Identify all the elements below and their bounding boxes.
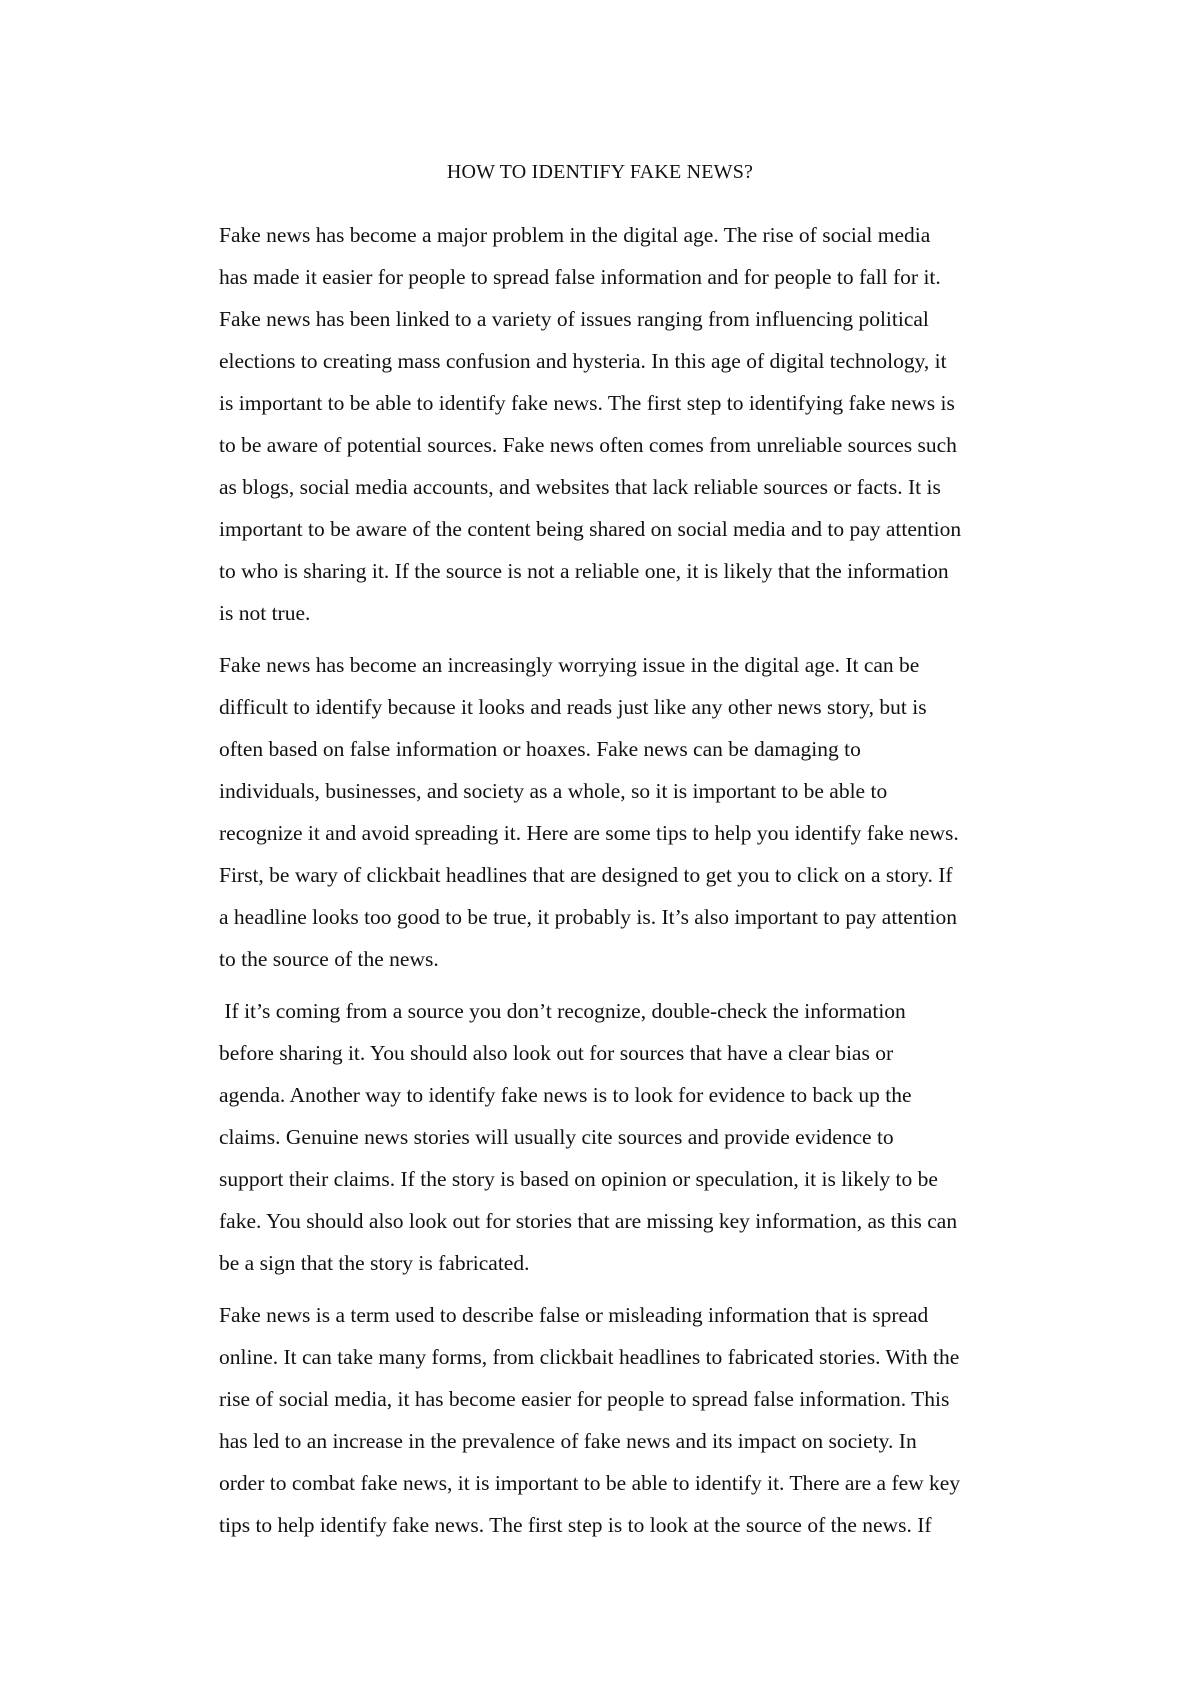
text-line: has made it easier for people to spread false information and for people to fall for it.	[219, 265, 941, 289]
text-line: order to combat fake news, it is important to be able to identify it. There are a few key	[219, 1471, 961, 1495]
document-title: HOW TO IDENTIFY FAKE NEWS?	[446, 161, 754, 183]
text-line: fake. You should also look out for stories that are missing key information, as this can	[219, 1209, 958, 1233]
text-line: as blogs, social media accounts, and websites that lack reliable sources or facts. It is	[219, 475, 941, 499]
text-line: support their claims. If the story is based on opinion or speculation, it is likely to be	[219, 1167, 938, 1191]
text-line: difficult to identify because it looks and reads just like any other news story, but is	[219, 695, 927, 719]
text-line: Fake news has been linked to a variety of issues ranging from influencing political	[219, 307, 929, 331]
text-line: Fake news has become a major problem in the digital age. The rise of social media	[219, 223, 931, 247]
text-line: often based on false information or hoaxes. Fake news can be damaging to	[219, 737, 861, 761]
paragraph-2	[219, 644, 1069, 980]
text-line: Fake news has become an increasingly worrying issue in the digital age. It can be	[219, 653, 920, 677]
text-line: Fake news is a term used to describe false or misleading information that is spread	[219, 1303, 929, 1327]
text-line: If it’s coming from a source you don’t recognize, double-check the information	[219, 999, 906, 1023]
text-line: online. It can take many forms, from clickbait headlines to fabricated stories. With the	[219, 1345, 960, 1369]
text-line: elections to creating mass confusion and hysteria. In this age of digital technology, it	[219, 349, 947, 373]
text-line: a headline looks too good to be true, it probably is. It’s also important to pay attention	[219, 905, 958, 929]
paragraph-1	[219, 214, 1069, 634]
document-body	[219, 214, 1069, 1556]
text-line: to the source of the news.	[219, 947, 439, 971]
text-line: recognize it and avoid spreading it. Here are some tips to help you identify fake news.	[219, 821, 959, 845]
text-line: tips to help identify fake news. The first step is to look at the source of the news. If	[219, 1513, 932, 1537]
text-line: before sharing it. You should also look out for sources that have a clear bias or	[219, 1041, 894, 1065]
text-line: is not true.	[219, 601, 311, 625]
text-line: be a sign that the story is fabricated.	[219, 1251, 530, 1275]
paragraph-3	[219, 990, 1069, 1284]
paragraph-4	[219, 1294, 1069, 1546]
text-line: important to be aware of the content being shared on social media and to pay attention	[219, 517, 962, 541]
text-line: is important to be able to identify fake news. The first step to identifying fake news is	[219, 391, 955, 415]
text-line: agenda. Another way to identify fake news is to look for evidence to back up the	[219, 1083, 912, 1107]
text-line: First, be wary of clickbait headlines that are designed to get you to click on a story. If	[219, 863, 953, 887]
text-line: to who is sharing it. If the source is not a reliable one, it is likely that the information	[219, 559, 949, 583]
text-line: claims. Genuine news stories will usually cite sources and provide evidence to	[219, 1125, 894, 1149]
text-line: to be aware of potential sources. Fake news often comes from unreliable sources such	[219, 433, 957, 457]
text-line: rise of social media, it has become easier for people to spread false information. This	[219, 1387, 950, 1411]
text-line: individuals, businesses, and society as a whole, so it is important to be able to	[219, 779, 888, 803]
text-line: has led to an increase in the prevalence of fake news and its impact on society. In	[219, 1429, 917, 1453]
